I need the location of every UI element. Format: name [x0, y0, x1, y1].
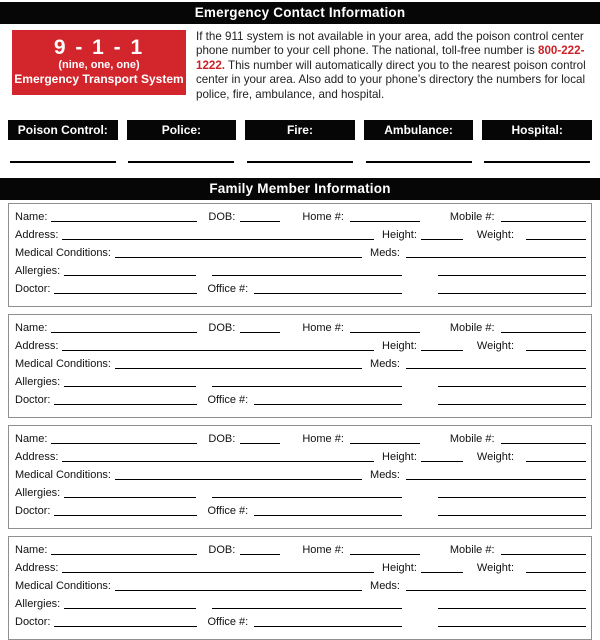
allergies-label: Allergies: [15, 376, 61, 389]
dob-blank-line [240, 208, 280, 222]
doctor-row [15, 391, 586, 409]
weight-blank-line [526, 337, 586, 351]
doctor-row [15, 613, 586, 631]
poison-control-blank-line [10, 161, 116, 163]
medical-conditions-row [15, 244, 586, 262]
height-blank-line [421, 226, 463, 240]
allergies-continuation-line [212, 595, 402, 609]
family-member-block [8, 203, 592, 307]
allergies-continuation-line [212, 484, 402, 498]
home-phone-label: Home #: [302, 544, 344, 557]
allergies-label: Allergies: [15, 598, 61, 611]
address-label: Address: [15, 451, 59, 464]
meds-continuation-line-2 [438, 502, 586, 516]
allergies-row [15, 262, 586, 280]
family-members [8, 203, 592, 640]
dob-label: DOB: [208, 433, 236, 446]
allergies-blank-line [64, 484, 196, 498]
home-phone-label: Home #: [302, 433, 344, 446]
meds-blank-line [406, 244, 586, 258]
office-phone-blank-line [254, 280, 402, 294]
address-row [15, 559, 586, 577]
emergency-contact-header: Emergency Contact Information [0, 2, 600, 24]
allergies-row [15, 595, 586, 613]
dob-label: DOB: [208, 544, 236, 557]
911-badge [12, 30, 186, 95]
weight-label: Weight: [476, 229, 514, 242]
dob-blank-line [240, 541, 280, 555]
dob-label: DOB: [208, 211, 236, 224]
name-row [15, 541, 586, 559]
mobile-phone-label: Mobile #: [449, 433, 495, 446]
doctor-row [15, 502, 586, 520]
meds-label: Meds: [370, 358, 400, 371]
height-blank-line [421, 559, 463, 573]
emergency-transport-label: Emergency Transport System [14, 72, 184, 86]
allergies-blank-line [64, 595, 196, 609]
dob-blank-line [240, 430, 280, 444]
doctor-blank-line [54, 391, 197, 405]
office-phone-label: Office #: [207, 394, 249, 407]
fire-blank-line [247, 161, 353, 163]
mobile-phone-blank-line [501, 319, 586, 333]
ambulance-blank-line [366, 161, 472, 163]
allergies-row [15, 484, 586, 502]
address-blank-line [62, 448, 374, 462]
address-blank-line [62, 337, 374, 351]
paragraph-text-before: If the 911 system is not available in your area, add the poison control center phone number to your cell phone. The national, toll-free number is [196, 30, 584, 58]
name-label: Name: [15, 322, 48, 335]
medical-conditions-label: Medical Conditions: [15, 580, 111, 593]
allergies-label: Allergies: [15, 487, 61, 500]
meds-continuation-line [438, 595, 586, 609]
weight-blank-line [526, 448, 586, 462]
medical-conditions-label: Medical Conditions: [15, 469, 111, 482]
name-blank-line [51, 430, 197, 444]
meds-continuation-line [438, 373, 586, 387]
name-blank-line [51, 208, 197, 222]
height-label: Height: [382, 451, 417, 464]
medical-conditions-row [15, 466, 586, 484]
meds-blank-line [406, 355, 586, 369]
poison-control-label: Poison Control: [8, 120, 118, 140]
home-phone-label: Home #: [302, 211, 344, 224]
office-phone-blank-line [254, 391, 402, 405]
home-phone-blank-line [350, 208, 420, 222]
mobile-phone-label: Mobile #: [449, 322, 495, 335]
poison-control-paragraph [196, 30, 592, 102]
dob-label: DOB: [208, 322, 236, 335]
address-label: Address: [15, 229, 59, 242]
name-row [15, 208, 586, 226]
name-row [15, 430, 586, 448]
meds-continuation-line [438, 484, 586, 498]
meds-label: Meds: [370, 469, 400, 482]
doctor-label: Doctor: [15, 283, 51, 296]
meds-label: Meds: [370, 580, 400, 593]
address-row [15, 226, 586, 244]
office-phone-blank-line [254, 613, 402, 627]
weight-label: Weight: [476, 562, 514, 575]
meds-blank-line [406, 577, 586, 591]
poison-control-phone-number: 800-222-1222. [196, 44, 585, 72]
home-phone-label: Home #: [302, 322, 344, 335]
office-phone-label: Office #: [207, 616, 249, 629]
medical-conditions-blank-line [115, 577, 362, 591]
name-label: Name: [15, 433, 48, 446]
home-phone-blank-line [350, 430, 420, 444]
weight-blank-line [526, 559, 586, 573]
ambulance-label: Ambulance: [364, 120, 474, 140]
height-blank-line [421, 337, 463, 351]
family-member-block [8, 314, 592, 418]
911-spelled-out: (nine, one, one) [58, 59, 140, 71]
allergies-continuation-line [212, 373, 402, 387]
allergies-continuation-line [212, 262, 402, 276]
family-member-header: Family Member Information [0, 178, 600, 200]
911-number: 9 - 1 - 1 [53, 36, 145, 59]
name-label: Name: [15, 211, 48, 224]
medical-conditions-row [15, 355, 586, 373]
mobile-phone-blank-line [501, 208, 586, 222]
family-member-block [8, 536, 592, 640]
name-blank-line [51, 541, 197, 555]
allergies-row [15, 373, 586, 391]
meds-blank-line [406, 466, 586, 480]
medical-conditions-label: Medical Conditions: [15, 358, 111, 371]
doctor-blank-line [54, 613, 197, 627]
meds-continuation-line-2 [438, 280, 586, 294]
contact-write-in-row [8, 161, 592, 163]
mobile-phone-blank-line [501, 430, 586, 444]
office-phone-label: Office #: [207, 505, 249, 518]
medical-conditions-blank-line [115, 466, 362, 480]
address-label: Address: [15, 340, 59, 353]
weight-blank-line [526, 226, 586, 240]
doctor-label: Doctor: [15, 616, 51, 629]
meds-continuation-line-2 [438, 391, 586, 405]
mobile-phone-label: Mobile #: [449, 211, 495, 224]
mobile-phone-label: Mobile #: [449, 544, 495, 557]
height-blank-line [421, 448, 463, 462]
intro-section [12, 30, 592, 102]
allergies-blank-line [64, 373, 196, 387]
height-label: Height: [382, 562, 417, 575]
dob-blank-line [240, 319, 280, 333]
fire-label: Fire: [245, 120, 355, 140]
doctor-label: Doctor: [15, 394, 51, 407]
name-row [15, 319, 586, 337]
allergies-label: Allergies: [15, 265, 61, 278]
meds-continuation-line-2 [438, 613, 586, 627]
meds-continuation-line [438, 262, 586, 276]
meds-label: Meds: [370, 247, 400, 260]
office-phone-label: Office #: [207, 283, 249, 296]
office-phone-blank-line [254, 502, 402, 516]
medical-conditions-label: Medical Conditions: [15, 247, 111, 260]
police-label: Police: [127, 120, 237, 140]
height-label: Height: [382, 340, 417, 353]
doctor-blank-line [54, 502, 197, 516]
allergies-blank-line [64, 262, 196, 276]
mobile-phone-blank-line [501, 541, 586, 555]
address-label: Address: [15, 562, 59, 575]
hospital-label: Hospital: [482, 120, 592, 140]
name-label: Name: [15, 544, 48, 557]
address-blank-line [62, 559, 374, 573]
paragraph-text-after: This number will automatically direct you to the nearest poison control center in your area. Also add to your phone’s directory the numbers for local police, fire, ambulance, and hospital. [196, 58, 586, 101]
weight-label: Weight: [476, 451, 514, 464]
hospital-blank-line [484, 161, 590, 163]
doctor-blank-line [54, 280, 197, 294]
family-member-block [8, 425, 592, 529]
doctor-label: Doctor: [15, 505, 51, 518]
home-phone-blank-line [350, 319, 420, 333]
medical-conditions-row [15, 577, 586, 595]
address-row [15, 337, 586, 355]
doctor-row [15, 280, 586, 298]
height-label: Height: [382, 229, 417, 242]
medical-conditions-blank-line [115, 244, 362, 258]
address-blank-line [62, 226, 374, 240]
contact-labels-row [8, 120, 592, 140]
address-row [15, 448, 586, 466]
name-blank-line [51, 319, 197, 333]
weight-label: Weight: [476, 340, 514, 353]
home-phone-blank-line [350, 541, 420, 555]
medical-conditions-blank-line [115, 355, 362, 369]
police-blank-line [128, 161, 234, 163]
